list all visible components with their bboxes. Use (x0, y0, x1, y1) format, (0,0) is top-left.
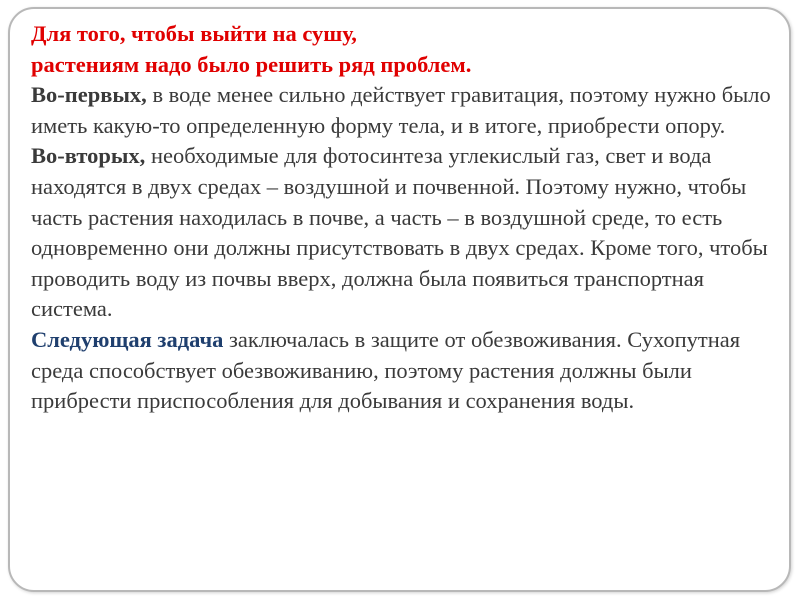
paragraph-third-text: заключалась в защите от обезвоживания. Сухопутная среда способствует обезвоживанию, поэтому растения должны были прибрести приспособления для добывания и сохранения воды. (31, 326, 741, 414)
paragraph-first-text: в воде менее сильно действует гравитация, поэтому нужно было иметь какую-то определенную форму тела, и в итоге, приобрести опору. (31, 82, 771, 138)
paragraph-second-lead: Во-вторых, (31, 143, 146, 169)
title-line-2: растениям надо было решить ряд проблем. (31, 51, 472, 77)
paragraph-second (31, 141, 776, 325)
paragraph-first-lead: Во-первых, (31, 82, 147, 108)
paragraph-first (31, 80, 776, 141)
slide-content (31, 19, 776, 417)
title-line-1: Для того, чтобы выйти на сушу, (31, 21, 357, 46)
paragraph-third (31, 325, 776, 417)
paragraph-second-text: необходимые для фотосинтеза углекислый газ, свет и вода находятся в двух средах – воздушной и почвенной. Поэтому нужно, чтобы часть растения находилась в почве, а часть – в воздушной среде, то есть одновременно они должны присутствовать в двух средах. Кроме того, чтобы проводить воду из почвы вверх, должна была появиться транспортная система. (31, 143, 768, 322)
paragraph-third-lead: Следующая задача (31, 326, 224, 352)
slide-title (31, 19, 776, 80)
